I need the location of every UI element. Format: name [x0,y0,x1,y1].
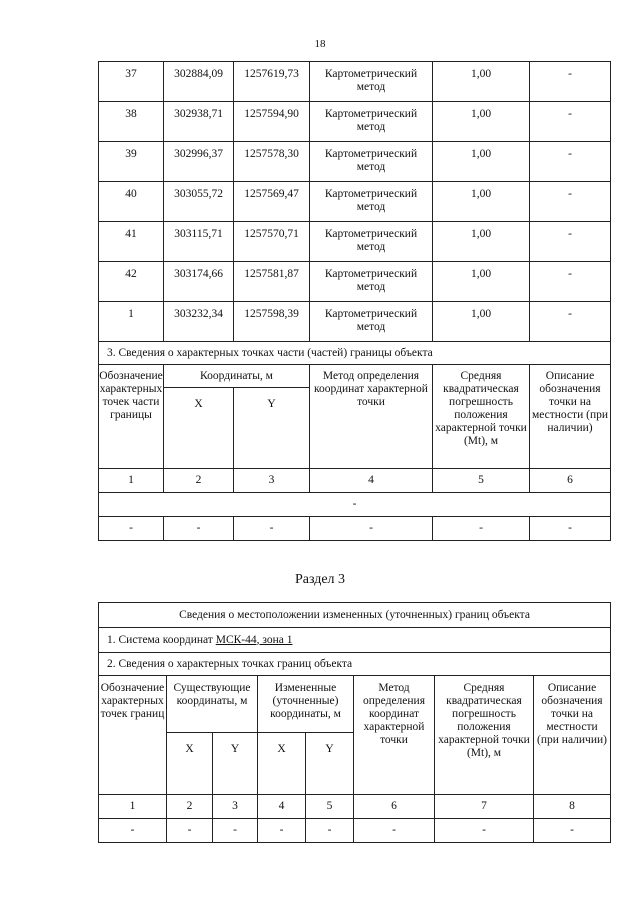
header-changed: Измененные (уточненные) координаты, м [258,676,354,733]
header-mt: Средняя квадратическая погрешность положения характерной точки (Mt), м [433,365,530,469]
header-y-existing: Y [213,733,258,795]
boundary-points-table [98,61,611,541]
header-existing: Существующие координаты, м [167,676,258,733]
table-row [99,182,611,222]
cell-method: Картометрический метод [310,62,433,102]
header-method: Метод определения координат характерной точки [354,676,435,795]
col-number: 1 [99,795,167,819]
cell-method: Картометрический метод [310,222,433,262]
table2-dash-row [99,819,611,843]
cell-y: 1257570,71 [234,222,310,262]
header-coords: Координаты, м [164,365,310,388]
cell-mt: 1,00 [433,102,530,142]
points-title: 2. Сведения о характерных точках границ объекта [99,653,611,676]
dash-cell: - [234,517,310,541]
dash-cell: - [99,517,164,541]
merged-dash: - [99,493,611,517]
header-designation: Обозначение характерных точек границ [99,676,167,795]
coord-system-label: 1. Система координат [107,633,213,646]
table-row [99,102,611,142]
cell-desc: - [530,262,611,302]
cell-method: Картометрический метод [310,302,433,342]
dash-cell: - [99,819,167,843]
coord-system-value: МСК-44, зона 1 [215,633,293,646]
cell-desc: - [530,62,611,102]
cell-desc: - [530,222,611,262]
col-number: 5 [433,469,530,493]
col-number: 2 [167,795,213,819]
table-row [99,142,611,182]
dash-cell: - [435,819,534,843]
cell-mt: 1,00 [433,262,530,302]
header-y-changed: Y [306,733,354,795]
header-x: X [164,388,234,469]
col-number: 6 [530,469,611,493]
cell-x: 303055,72 [164,182,234,222]
table2-title: Сведения о местоположении измененных (уточненных) границ объекта [99,603,611,628]
cell-mt: 1,00 [433,222,530,262]
cell-mt: 1,00 [433,142,530,182]
col-number: 4 [310,469,433,493]
col-number: 3 [234,469,310,493]
col-number: 3 [213,795,258,819]
dash-cell: - [164,517,234,541]
dash-cell: - [258,819,306,843]
cell-method: Картометрический метод [310,142,433,182]
points-title-row [99,653,611,676]
cell-y: 1257594,90 [234,102,310,142]
column-numbers-row [99,469,611,493]
col-number: 5 [306,795,354,819]
table2-header-row [99,676,611,733]
table-row [99,262,611,302]
cell-x: 303232,34 [164,302,234,342]
cell-n: 41 [99,222,164,262]
table-row [99,62,611,102]
cell-n: 38 [99,102,164,142]
section3-title: 3. Сведения о характерных точках части (частей) границы объекта [99,342,611,365]
cell-desc: - [530,142,611,182]
header-row [99,365,611,388]
header-mt: Средняя квадратическая погрешность положения характерной точки (Mt), м [435,676,534,795]
dash-cell: - [167,819,213,843]
cell-n: 42 [99,262,164,302]
cell-y: 1257578,30 [234,142,310,182]
dash-cell: - [306,819,354,843]
section-heading: Раздел 3 [294,572,346,587]
cell-n: 37 [99,62,164,102]
cell-y: 1257598,39 [234,302,310,342]
cell-desc: - [530,182,611,222]
cell-desc: - [530,302,611,342]
header-x-existing: X [167,733,213,795]
header-desc: Описание обозначения точки на местности (при наличии) [534,676,611,795]
dash-cell: - [530,517,611,541]
col-number: 1 [99,469,164,493]
dash-cell: - [310,517,433,541]
cell-x: 302884,09 [164,62,234,102]
cell-method: Картометрический метод [310,102,433,142]
dash-row [99,517,611,541]
col-number: 6 [354,795,435,819]
cell-n: 40 [99,182,164,222]
cell-n: 39 [99,142,164,182]
header-y: Y [234,388,310,469]
cell-mt: 1,00 [433,302,530,342]
cell-x: 303115,71 [164,222,234,262]
changed-boundaries-table [98,602,611,843]
header-x-changed: X [258,733,306,795]
coord-system-row [99,628,611,653]
cell-desc: - [530,102,611,142]
table-row [99,302,611,342]
col-number: 7 [435,795,534,819]
page-number: 18 [314,38,326,50]
cell-y: 1257619,73 [234,62,310,102]
cell-y: 1257569,47 [234,182,310,222]
cell-method: Картометрический метод [310,262,433,302]
header-method: Метод определения координат характерной точки [310,365,433,469]
header-desc: Описание обозначения точки на местности (при наличии) [530,365,611,469]
header-designation: Обозначение характерных точек части границы [99,365,164,469]
merged-dash-row [99,493,611,517]
section3-row [99,342,611,365]
cell-mt: 1,00 [433,62,530,102]
cell-x: 302996,37 [164,142,234,182]
dash-cell: - [433,517,530,541]
cell-y: 1257581,87 [234,262,310,302]
cell-n: 1 [99,302,164,342]
coord-system [99,628,611,653]
dash-cell: - [354,819,435,843]
cell-x: 302938,71 [164,102,234,142]
table2-title-row [99,603,611,628]
col-number: 8 [534,795,611,819]
table2-column-numbers-row [99,795,611,819]
cell-x: 303174,66 [164,262,234,302]
cell-mt: 1,00 [433,182,530,222]
col-number: 2 [164,469,234,493]
cell-method: Картометрический метод [310,182,433,222]
dash-cell: - [534,819,611,843]
dash-cell: - [213,819,258,843]
col-number: 4 [258,795,306,819]
table-row [99,222,611,262]
